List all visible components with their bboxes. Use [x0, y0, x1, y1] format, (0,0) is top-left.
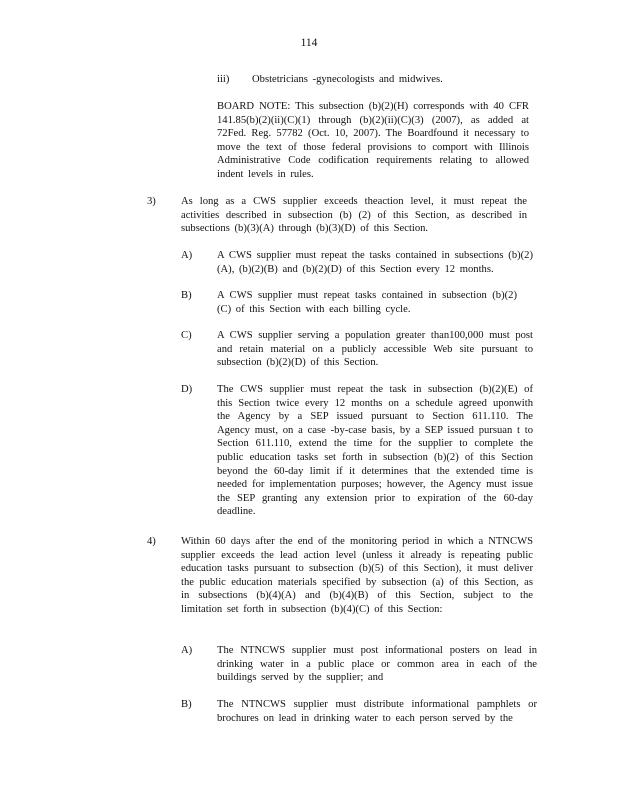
item-4-label: 4)	[147, 536, 156, 547]
item-iii-label: iii)	[217, 74, 230, 85]
item-4b-label: B)	[181, 699, 192, 710]
item-4b-text: The NTNCWS supplier must distribute informational pamphlets or brochures on lead in drinking water to each person served by the	[217, 699, 537, 724]
item-4a-text: The NTNCWS supplier must post informational posters on lead in drinking water in a public place or common area in each of the buildings served by the supplier; and	[217, 645, 537, 684]
item-3a-text: A CWS supplier must repeat the tasks contained in subsections (b)(2)(A), (b)(2)(B) and (b)(2)(D) of this Section every 12 months.	[217, 250, 533, 275]
item-3d-text: The CWS supplier must repeat the task in subsection (b)(2)(E) of this Section twice every 12 months on a schedule agreed uponwith the Agency by a SEP issued pursuant to Section 611.110. The Agency must, on a case -by-case basis, by a SEP issued pursuan t to Section 611.110, extend the time for the supplier to complete the public education tasks set forth in subsection (b)(2) of this Section beyond the 60-day limit if it determines that the extended time is needed for implementation purposes; however, the Agency must issue the SEP granting any extension prior to expiration of the 60-day deadline.	[217, 384, 533, 518]
item-3a-label: A)	[181, 250, 193, 261]
board-note: BOARD NOTE: This subsection (b)(2)(H) corresponds with 40 CFR 141.85(b)(2)(ii)(C)(1) through (b)(2)(ii)(C)(3) (2007), as added at 72Fed. Reg. 57782 (Oct. 10, 2007). The Boardfound it necessary to move the text of those federal provisions to comport with Illinois Administrative Code codification requirements relating to allowed indent levels in rules.	[217, 101, 529, 180]
item-3-label: 3)	[147, 196, 156, 207]
item-4a-label: A)	[181, 645, 193, 656]
item-3-text: As long as a CWS supplier exceeds theaction level, it must repeat the activities described in subsection (b) (2) of this Section, as described in subsections (b)(3)(A) through (b)(3)(D) of this Section.	[181, 196, 527, 235]
item-3c-label: C)	[181, 330, 192, 341]
item-3c-text: A CWS supplier serving a population greater than100,000 must post and retain material on a publicly accessible Web site pursuant to subsection (b)(2)(D) of this Section.	[217, 330, 533, 369]
item-3b-text: A CWS supplier must repeat tasks contained in subsection (b)(2)(C) of this Section with each billing cycle.	[217, 290, 517, 315]
item-3b-label: B)	[181, 290, 192, 301]
item-4-text: Within 60 days after the end of the monitoring period in which a NTNCWS supplier exceeds the lead action level (unless it already is repeating public education tasks pursuant to subsection (b)(5) of this Section), it must deliver the public education materials specified by subsection (a) of this Section, as in subsections (b)(4)(A) and (b)(4)(B) of this Section, subject to the limitation set forth in subsection (b)(4)(C) of this Section:	[181, 536, 533, 615]
page-number: 114	[300, 37, 318, 49]
item-3d-label: D)	[181, 384, 193, 395]
item-iii-text: Obstetricians -gynecologists and midwives.	[252, 74, 443, 85]
